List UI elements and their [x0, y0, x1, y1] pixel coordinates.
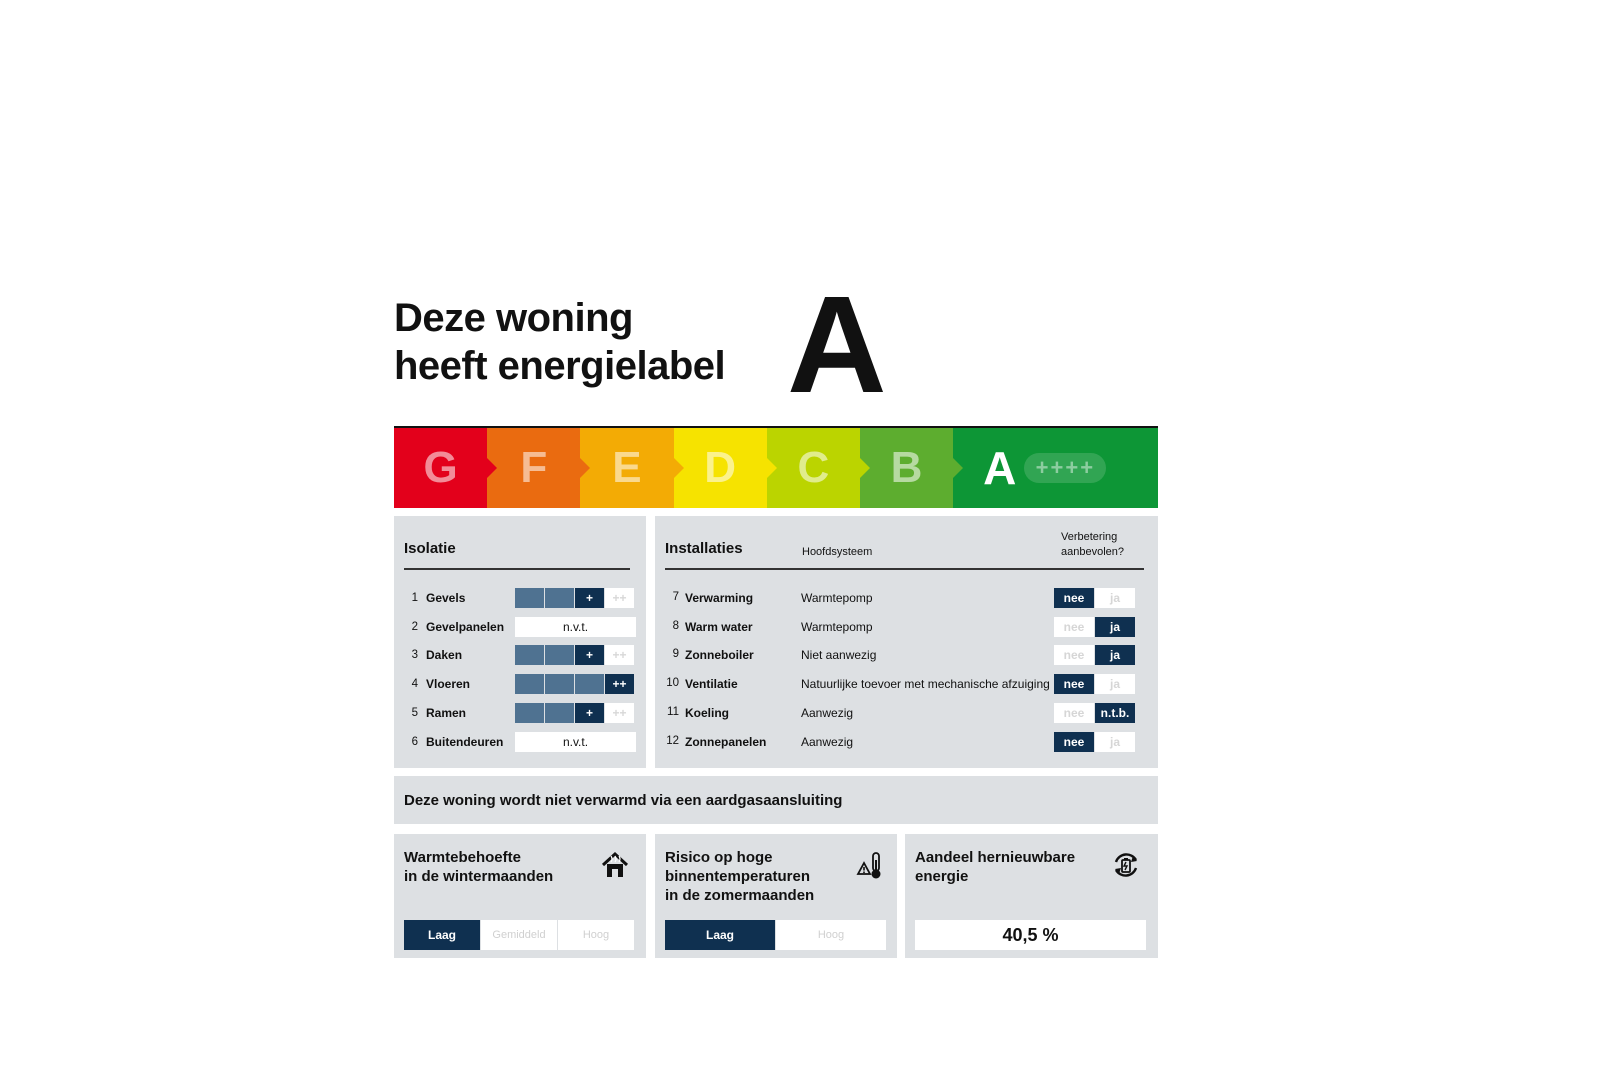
installatie-row [655, 588, 1158, 608]
option-ja: ja [1095, 617, 1135, 637]
gas-note: Deze woning wordt niet verwarmd via een aardgasaansluiting [404, 792, 843, 809]
scale-class-d [674, 428, 767, 508]
row-name: Ventilatie [685, 677, 738, 691]
improvement-toggle [1054, 732, 1136, 752]
installatie-row [655, 645, 1158, 665]
scale-class-letter: A [983, 442, 1017, 494]
rating-bar [575, 674, 604, 694]
scale-class-letter: E [612, 443, 642, 492]
installaties-divider [665, 568, 1144, 570]
rating-bar: + [575, 588, 604, 608]
scale-class-letter: D [704, 443, 737, 492]
risico-title [665, 848, 814, 905]
installatie-row [655, 703, 1158, 723]
warmtebehoefte-title [404, 848, 553, 886]
scale-class-letter: C [797, 443, 830, 492]
gas-note-panel [394, 776, 1158, 824]
rating-bar [515, 588, 544, 608]
row-name: Ramen [426, 706, 467, 720]
installatie-row [655, 732, 1158, 752]
rating-bar [545, 588, 574, 608]
row-number: 2 [411, 621, 418, 633]
warmtebehoefte-scale [404, 920, 635, 950]
row-name: Zonneboiler [685, 648, 754, 662]
row-number: 11 [667, 706, 679, 718]
row-name: Gevelpanelen [426, 620, 505, 634]
row-system: Warmtepomp [801, 591, 873, 605]
row-name: Daken [426, 648, 463, 662]
option-ja: ja [1095, 732, 1135, 752]
isolatie-rating [515, 674, 635, 694]
scale-class-e [580, 428, 673, 508]
warmtebehoefte-panel [394, 834, 646, 958]
isolatie-row [402, 732, 503, 752]
option-hoog: Hoog [558, 920, 634, 950]
improvement-toggle [1054, 645, 1136, 665]
improvement-toggle [1054, 588, 1136, 608]
hernieuwbaar-title [915, 848, 1075, 886]
risico-line-3: in de zomermaanden [665, 887, 815, 904]
thermometer-warning-icon [855, 850, 885, 880]
option-hoog: Hoog [776, 920, 886, 950]
rating-bar: ++ [605, 703, 634, 723]
column-verbetering [1061, 530, 1124, 560]
row-name: Koeling [685, 706, 729, 720]
improvement-toggle [1054, 674, 1136, 694]
scale-class-c [767, 428, 860, 508]
row-system: Niet aanwezig [801, 648, 877, 662]
improvement-toggle [1054, 617, 1136, 637]
scale-class-letter: F [520, 443, 548, 492]
energy-scale [394, 428, 1158, 508]
warmtebehoefte-line-2: in de wintermaanden [404, 868, 554, 885]
installaties-panel [655, 516, 1158, 768]
row-number: 1 [411, 592, 418, 604]
option-laag: Laag [665, 920, 775, 950]
option-nee: nee [1054, 617, 1094, 637]
scale-class-letter: B [890, 443, 923, 492]
scale-class-b [860, 428, 953, 508]
installatie-row [655, 674, 1158, 694]
isolatie-value: n.v.t. [515, 617, 636, 637]
row-name: Zonnepanelen [685, 735, 767, 749]
row-number: 7 [672, 591, 679, 603]
option-laag: Laag [404, 920, 480, 950]
scale-class-f [487, 428, 580, 508]
option-ja: ja [1095, 674, 1135, 694]
row-number: 3 [411, 649, 418, 661]
house-heat-icon [600, 850, 630, 880]
risico-line-2: binnentemperaturen [665, 868, 811, 885]
row-number: 9 [672, 648, 679, 660]
isolatie-rating [515, 703, 635, 723]
isolatie-row [402, 703, 466, 723]
rating-bar: ++ [605, 588, 634, 608]
installaties-title: Installaties [665, 540, 743, 557]
row-system: Aanwezig [801, 735, 854, 749]
option-nee: nee [1054, 732, 1094, 752]
row-number: 4 [411, 678, 418, 690]
option-nee: nee [1054, 588, 1094, 608]
option-ja: n.t.b. [1095, 703, 1135, 723]
risico-panel [655, 834, 897, 958]
isolatie-row [402, 617, 504, 637]
title-line-2: heeft energielabel [394, 344, 726, 388]
rating-bar: + [575, 703, 604, 723]
isolatie-divider [404, 568, 630, 570]
warmtebehoefte-line-1: Warmtebehoefte [404, 849, 521, 866]
option-nee: nee [1054, 645, 1094, 665]
hernieuwbaar-panel [905, 834, 1158, 958]
column-verbetering-line-1: Verbetering [1061, 531, 1118, 543]
isolatie-row [402, 588, 465, 608]
row-system: Aanwezig [801, 706, 854, 720]
option-ja: ja [1095, 645, 1135, 665]
rating-bar: ++ [605, 645, 634, 665]
row-number: 5 [411, 707, 418, 719]
row-name: Verwarming [685, 591, 754, 605]
row-name: Buitendeuren [426, 735, 504, 749]
scale-class-a [953, 428, 1158, 508]
energy-label-letter: A [787, 268, 887, 422]
option-gemiddeld: Gemiddeld [481, 920, 557, 950]
isolatie-value: n.v.t. [515, 732, 636, 752]
option-nee: nee [1054, 703, 1094, 723]
rating-bar: + [575, 645, 604, 665]
scale-class-letter: G [423, 443, 458, 492]
isolatie-rating [515, 645, 635, 665]
risico-line-1: Risico op hoge [665, 849, 773, 866]
hernieuwbaar-value: 40,5 % [915, 920, 1146, 950]
risico-scale [665, 920, 887, 950]
row-name: Warm water [685, 620, 753, 634]
rating-bar: ++ [605, 674, 634, 694]
row-name: Gevels [426, 591, 466, 605]
rating-bar [545, 645, 574, 665]
rating-bar [515, 674, 544, 694]
plus-marks-pill: ++++ [1024, 453, 1106, 483]
rating-bar [545, 703, 574, 723]
hernieuwbaar-line-2: energie [915, 868, 969, 885]
page-title [394, 294, 725, 390]
row-name: Vloeren [426, 677, 471, 691]
row-number: 12 [666, 735, 679, 747]
row-system: Natuurlijke toevoer met mechanische afzuiging [801, 677, 1050, 691]
rating-bar [515, 703, 544, 723]
isolatie-rating [515, 588, 635, 608]
installatie-row [655, 617, 1158, 637]
isolatie-title: Isolatie [404, 540, 456, 557]
option-ja: ja [1095, 588, 1135, 608]
row-system: Warmtepomp [801, 620, 873, 634]
scale-class-g [394, 428, 487, 508]
title-line-1: Deze woning [394, 296, 633, 340]
rating-bar [545, 674, 574, 694]
isolatie-panel [394, 516, 646, 768]
row-number: 8 [672, 620, 679, 632]
column-hoofdsysteem: Hoofdsysteem [802, 546, 873, 558]
option-nee: nee [1054, 674, 1094, 694]
column-verbetering-line-2: aanbevolen? [1061, 546, 1125, 558]
rating-bar [515, 645, 544, 665]
renewable-energy-icon [1111, 850, 1141, 880]
row-number: 10 [666, 677, 679, 689]
isolatie-row [402, 674, 470, 694]
isolatie-row [402, 645, 462, 665]
improvement-toggle [1054, 703, 1136, 723]
hernieuwbaar-line-1: Aandeel hernieuwbare [915, 849, 1076, 866]
row-number: 6 [411, 736, 418, 748]
